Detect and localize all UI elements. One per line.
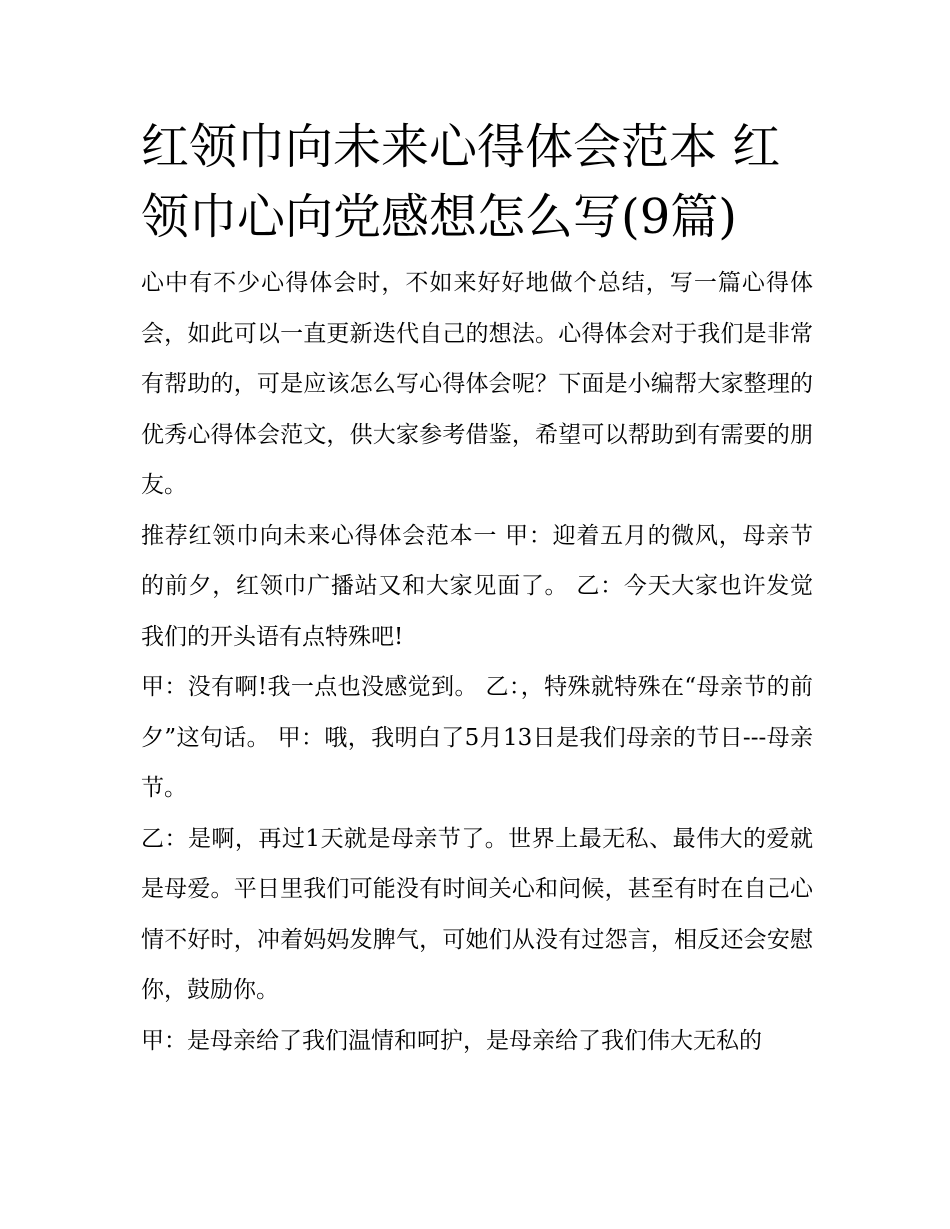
paragraph-recommend: 推荐红领巾向未来心得体会范本一 甲：迎着五月的微风，母亲节的前夕，红领巾广播站又和大家见面了。 乙：今天大家也许发觉我们的开头语有点特殊吧! (141, 522, 813, 650)
document-body (141, 112, 813, 1066)
paragraph-dialogue-2: 乙：是啊，再过1天就是母亲节了。世界上最无私、最伟大的爱就是母爱。平日里我们可能没有时间关心和问候，甚至有时在自己心情不好时，冲着妈妈发脾气，可她们从没有过怨言，相反还会安慰你，鼓励你。 (141, 825, 813, 1003)
document-title: 红领巾向未来心得体会范本 红领巾心向党感想怎么写(9篇) (141, 119, 781, 245)
paragraph-intro: 心中有不少心得体会时，不如来好好地做个总结，写一篇心得体会，如此可以一直更新迭代自己的想法。心得体会对于我们是非常有帮助的，可是应该怎么写心得体会呢？下面是小编帮大家整理的优秀心得体会范文，供大家参考借鉴，希望可以帮助到有需要的朋友。 (141, 270, 813, 498)
paragraph-dialogue-3: 甲：是母亲给了我们温情和呵护，是母亲给了我们伟大无私的 (141, 1027, 762, 1054)
paragraph-dialogue-1: 甲：没有啊!我一点也没感觉到。 乙：，特殊就特殊在“母亲节的前夕”这句话。 甲：哦，我明白了5月13日是我们母亲的节日---母亲节。 (141, 674, 813, 801)
